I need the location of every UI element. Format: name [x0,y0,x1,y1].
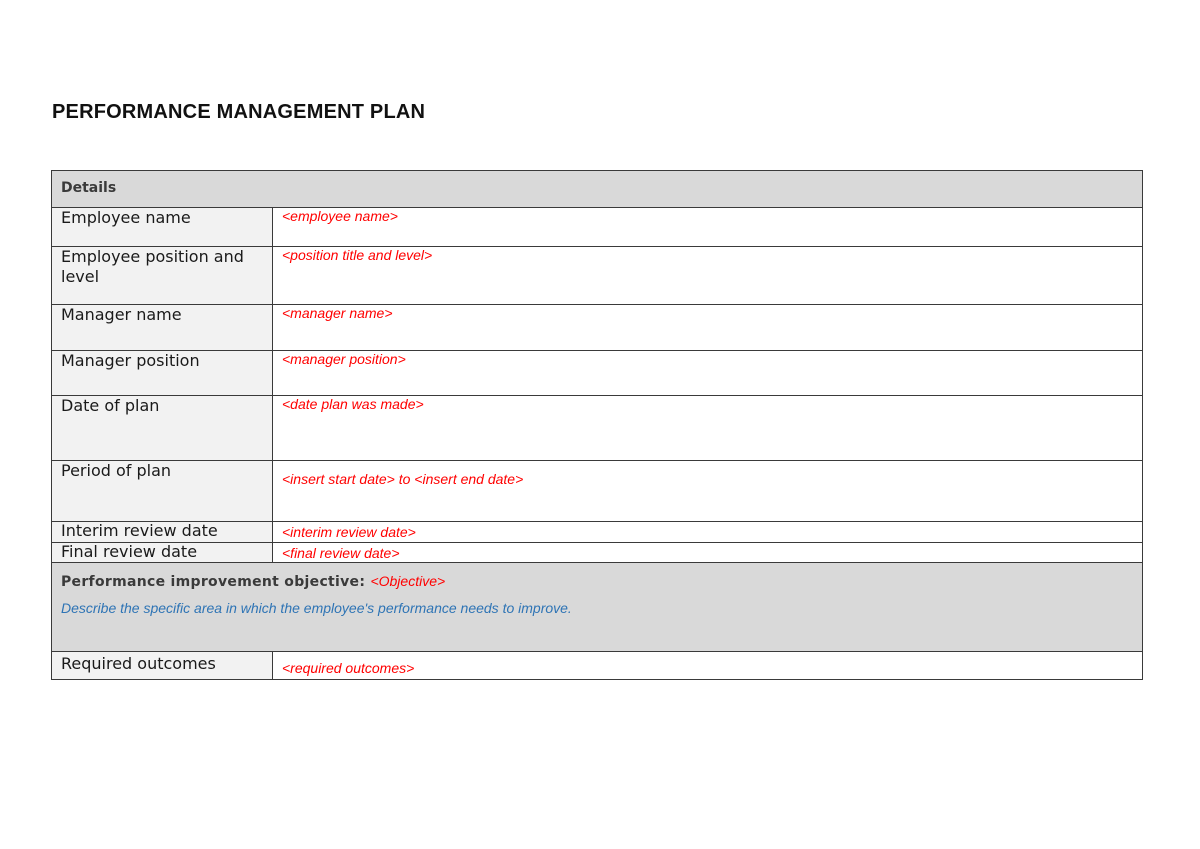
date-of-plan-field[interactable]: <date plan was made> [273,396,1143,461]
objective-field[interactable]: <Objective> [370,573,446,589]
table-row [52,461,1143,522]
table-row [52,208,1143,247]
employee-name-label: Employee name [52,208,273,247]
objective-row [52,563,1143,652]
details-header-cell [52,171,1143,208]
table-row [52,652,1143,680]
objective-guidance: Describe the specific area in which the employee's performance needs to improve. [61,600,572,616]
period-of-plan-label: Period of plan [52,461,273,522]
manager-name-field[interactable]: <manager name> [273,305,1143,351]
final-review-date-label: Final review date [52,543,273,563]
page-title: PERFORMANCE MANAGEMENT PLAN [52,101,426,123]
table-row [52,351,1143,396]
objective-label: Performance improvement objective: [61,574,366,590]
interim-review-date-label: Interim review date [52,522,273,543]
required-outcomes-field[interactable]: <required outcomes> [273,652,1143,680]
employee-position-label: Employee position and level [52,247,273,305]
table-row [52,305,1143,351]
interim-review-date-field[interactable]: <interim review date> [273,522,1143,543]
table-row [52,396,1143,461]
objective-cell [52,563,1143,652]
table-row [52,247,1143,305]
objective-heading [61,563,1133,590]
table-row [52,522,1143,543]
final-review-date-field[interactable]: <final review date> [273,543,1143,563]
period-of-plan-field[interactable]: <insert start date> to <insert end date> [273,461,1143,522]
details-header: Details [61,180,117,196]
employee-position-field[interactable]: <position title and level> [273,247,1143,305]
manager-name-label: Manager name [52,305,273,351]
table-row [52,543,1143,563]
required-outcomes-label: Required outcomes [52,652,273,680]
manager-position-field[interactable]: <manager position> [273,351,1143,396]
details-table [51,170,1143,680]
date-of-plan-label: Date of plan [52,396,273,461]
details-header-row [52,171,1143,208]
manager-position-label: Manager position [52,351,273,396]
employee-name-field[interactable]: <employee name> [273,208,1143,247]
